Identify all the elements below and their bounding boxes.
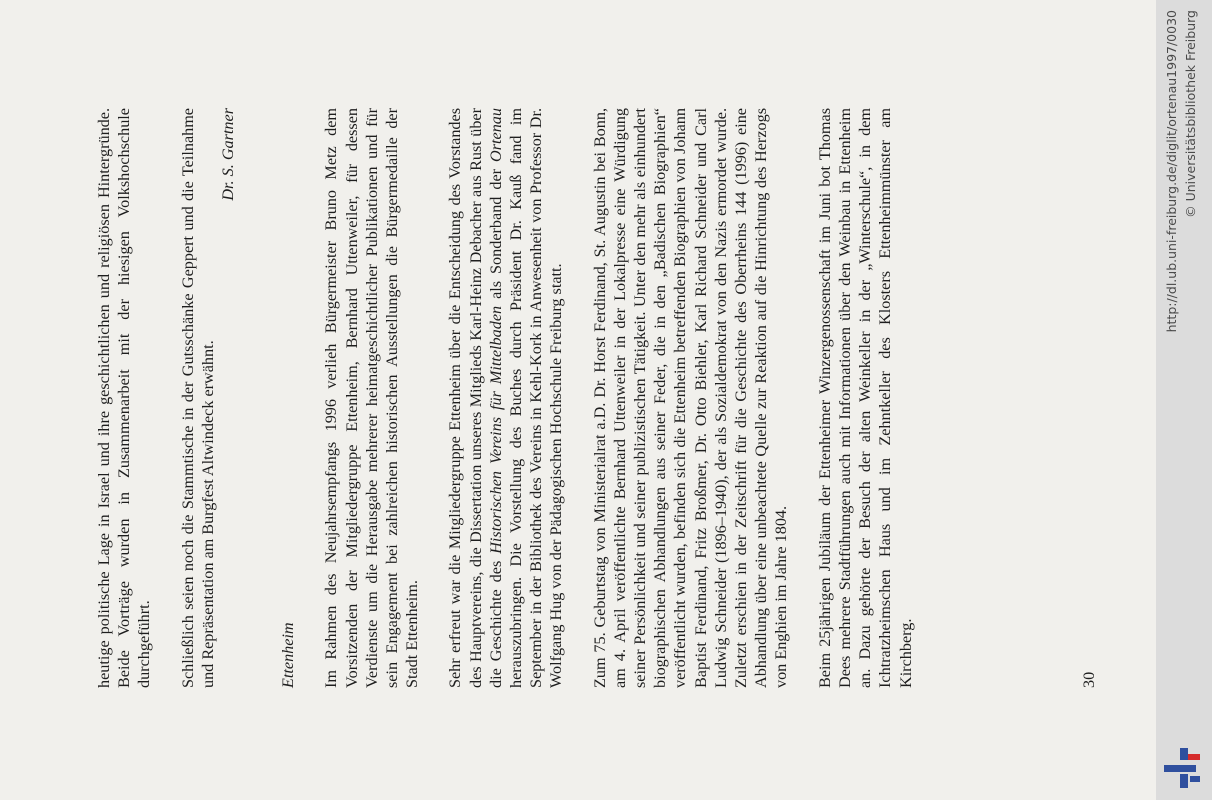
page-number: 30 [1080,671,1098,688]
continuation-paragraph: heutige politische Lage in Israel und ihre geschichtlichen und religiösen Hintergründe. Beide Vorträge wurden in Zusammenarbeit mit der hiesigen Volkshochschule durchgeführt. [95,108,154,688]
permalink[interactable]: http://dl.ub.uni-freiburg.de/diglit/ortenau1997/0030 [1164,10,1179,333]
sidebar-credits [1162,10,1200,800]
italic-run: Ortenau [486,108,505,162]
copyright-notice: © Universitätsbibliothek Freiburg [1183,10,1198,218]
text-run: Sehr erfreut war die Mitgliedergruppe Ettenheim über die Entscheidung des Vorstandes des Hauptvereins, die Dissertation unseres Mitglieds Karl-Heinz Debacher aus Rust über die Geschichte des [446,108,505,688]
geburtstag-paragraph: Zum 75. Geburtstag von Ministerialrat a.D. Dr. Horst Ferdinand, St. Augustin bei Bonn, am 4. April veröffentlichte Bernhard Uttenweiler in der Lokalpresse eine Würdigung seiner Persönlichkeit und seiner publizistischen Tätigkeit. Unter den mehr als einhundert biographischen Abhandlungen aus seiner Feder, die in den „Badischen Biographien“ veröffentlicht wurden, befinden sich die Ettenheim betreffenden Biographien von Johann Baptist Ferdinand, Fritz Broßmer, Dr. Otto Biehler, Karl Richard Schneider und Carl Ludwig Schneider (1896–1940), der als Sozialdemokrat von den Nazis ermordet wurde. Zuletzt erschien in der Zeitschrift für die Geschichte des Oberrheins 144 (1996) eine Abhandlung über eine unbeachtete Quelle zur Reaktion auf die Hinrichtung des Herzogs von Enghien im Jahre 1804. [590,108,791,688]
text-column [94,108,916,688]
stammtische-paragraph: Schließlich seien noch die Stammtische in der Gutsschänke Geppert und die Teilnahme und Repräsentation am Burgfest Altwindeck erwähnt. [178,108,217,688]
debacher-paragraph [445,108,566,688]
section-heading: Ettenheim [279,622,298,688]
jubilaeum-paragraph: Beim 25jährigen Jubiläum der Ettenheimer Winzergenossenschaft im Juni bot Thomas Dees mehrere Stadtführungen auch mit Informationen über den Weinbau in Ettenheim an. Dazu gehörte der Besuch der alten Weinkeller in der „Winterschule“, in dem Ichtratzheimschen Haus und im Zehntkeller des Klosters Ettenheimmünster am Kirchberg. [815,108,915,688]
italic-run: Historischen Vereins für Mittelbaden [486,305,505,554]
library-sidebar [1156,0,1212,800]
text-run: herauszubringen. Die Vorstellung des Buches durch Präsident Dr. Kauß fand im September in der Bibliothek des Vereins in Kehl-Kork in Anwesenheit von Professor Dr. Wolfgang Hug von der Pädagogischen Hochschule Freiburg statt. [507,108,566,688]
text-run: als Sonderband der [486,161,505,306]
neujahr-paragraph: Im Rahmen des Neujahrsempfangs 1996 verlieh Bürgermeister Bruno Metz dem Vorsitzenden der Mitgliedergruppe Ettenheim, Bernhard Uttenweiler, für dessen Verdienste um die Herausgabe mehrerer heimatgeschichtlicher Publikationen und für sein Engagement bei zahlreichen historischen Ausstellungen die Bürgermedaille der Stadt Ettenheim. [322,108,422,688]
author-signature: Dr. S. Gartner [219,108,238,201]
library-logo-icon [1160,748,1208,788]
